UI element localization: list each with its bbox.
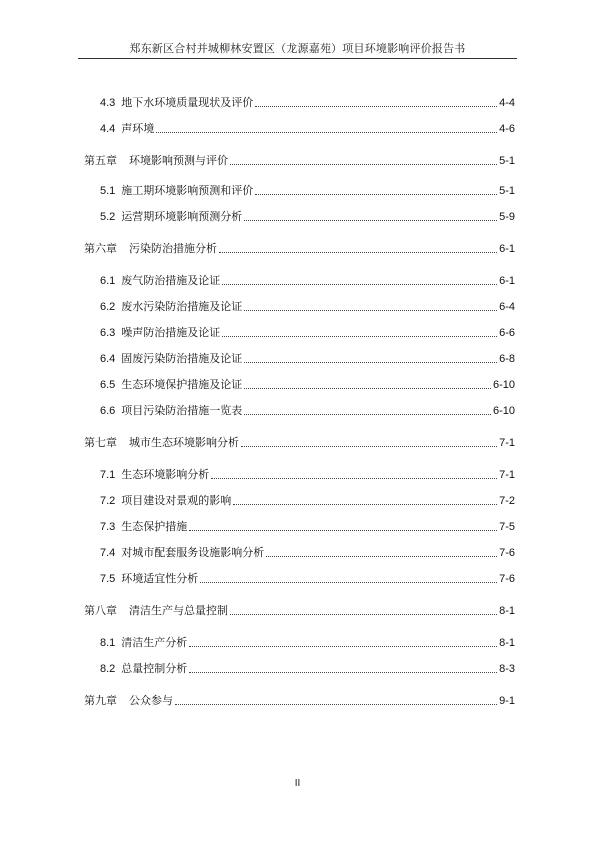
toc-leader-dots	[211, 478, 497, 479]
toc-entry-page: 8-1	[499, 637, 515, 649]
toc-entry-label: 污染防治措施分析	[129, 242, 217, 255]
toc-section-entry[interactable]	[100, 350, 515, 366]
toc-chapter-entry[interactable]	[84, 602, 515, 618]
toc-entry-page: 6-10	[492, 405, 515, 417]
page-number: II	[294, 778, 301, 789]
toc-entry-label: 清洁生产分析	[121, 636, 188, 649]
toc-entry-label: 生态环境影响分析	[121, 468, 210, 481]
toc-section-entry[interactable]	[100, 518, 515, 534]
toc-entry-page: 7-2	[499, 495, 515, 507]
toc-leader-dots	[230, 164, 497, 165]
toc-section-entry[interactable]	[100, 324, 515, 340]
toc-entry-page: 6-1	[499, 243, 515, 255]
toc-entry-label: 地下水环境质量现状及评价	[121, 96, 254, 109]
toc-entry-number: 4.3	[100, 97, 116, 109]
toc-entry-page: 6-8	[499, 353, 515, 365]
toc-entry-number: 7.2	[100, 495, 116, 507]
toc-leader-dots	[244, 310, 497, 311]
toc-entry-label: 城市生态环境影响分析	[129, 436, 239, 449]
toc-chapter-entry[interactable]	[84, 152, 515, 168]
toc-entry-label: 公众参与	[129, 694, 173, 707]
toc-entry-number: 7.5	[100, 573, 116, 585]
toc-entry-label: 环境影响预测与评价	[129, 154, 228, 167]
toc-entry-number: 8.2	[100, 663, 116, 675]
header-divider	[78, 58, 517, 59]
toc-entry-page: 4-4	[499, 97, 515, 109]
toc-leader-dots	[222, 284, 497, 285]
toc-section-entry[interactable]	[100, 402, 515, 418]
toc-entry-number: 4.4	[100, 123, 116, 135]
toc-entry-number: 7.1	[100, 469, 116, 481]
toc-entry-page: 4-6	[499, 123, 515, 135]
toc-section-entry[interactable]	[100, 376, 515, 392]
toc-entry-number: 8.1	[100, 637, 116, 649]
toc-leader-dots	[233, 504, 497, 505]
toc-entry-label: 项目建设对景观的影响	[121, 494, 232, 507]
toc-entry-label: 对城市配套服务设施影响分析	[121, 546, 265, 559]
toc-entry-label: 环境适宜性分析	[121, 572, 199, 585]
toc-chapter-entry[interactable]	[84, 692, 515, 708]
toc-leader-dots	[244, 388, 491, 389]
toc-entry-page: 6-6	[499, 327, 515, 339]
toc-entry-number: 5.2	[100, 211, 116, 223]
document-header-title: 郑东新区合村并城柳林安置区（龙源嘉苑）项目环境影响评价报告书	[129, 42, 466, 55]
toc-entry-page: 8-3	[499, 663, 515, 675]
toc-entry-page: 7-1	[499, 469, 515, 481]
toc-entry-number: 6.6	[100, 405, 116, 417]
toc-leader-dots	[230, 614, 497, 615]
toc-entry-number: 第八章	[84, 605, 117, 617]
toc-leader-dots	[255, 194, 497, 195]
toc-entry-label: 项目污染防治措施一览表	[121, 404, 243, 417]
toc-leader-dots	[241, 446, 497, 447]
toc-entry-page: 7-6	[499, 547, 515, 559]
toc-leader-dots	[244, 414, 491, 415]
toc-leader-dots	[156, 132, 497, 133]
toc-entry-number: 6.4	[100, 353, 116, 365]
toc-entry-number: 5.1	[100, 185, 116, 197]
toc-entry-page: 7-1	[499, 437, 515, 449]
toc-entry-label: 施工期环境影响预测和评价	[121, 184, 254, 197]
toc-entry-label: 声环境	[121, 122, 155, 135]
toc-entry-label: 废水污染防治措施及论证	[121, 300, 243, 313]
toc-leader-dots	[222, 336, 497, 337]
toc-entry-label: 生态保护措施	[121, 520, 188, 533]
toc-entry-label: 清洁生产与总量控制	[129, 604, 228, 617]
toc-entry-page: 5-1	[499, 155, 515, 167]
toc-leader-dots	[266, 556, 497, 557]
toc-entry-page: 9-1	[499, 695, 515, 707]
toc-entry-label: 废气防治措施及论证	[121, 274, 221, 287]
toc-entry-label: 噪声防治措施及论证	[121, 326, 221, 339]
toc-leader-dots	[255, 106, 497, 107]
toc-section-entry[interactable]	[100, 466, 515, 482]
toc-leader-dots	[200, 582, 497, 583]
toc-entry-number: 6.2	[100, 301, 116, 313]
toc-entry-page: 5-1	[499, 185, 515, 197]
toc-entry-label: 运营期环境影响预测分析	[121, 210, 243, 223]
toc-section-entry[interactable]	[100, 272, 515, 288]
toc-entry-number: 第五章	[84, 155, 117, 167]
toc-section-entry[interactable]	[100, 570, 515, 586]
toc-entry-number: 6.5	[100, 379, 116, 391]
toc-entry-number: 第七章	[84, 437, 117, 449]
toc-entry-page: 6-4	[499, 301, 515, 313]
toc-entry-label: 生态环境保护措施及论证	[121, 378, 243, 391]
toc-section-entry[interactable]	[100, 94, 515, 110]
toc-entry-page: 8-1	[499, 605, 515, 617]
toc-entry-number: 6.1	[100, 275, 116, 287]
toc-section-entry[interactable]	[100, 492, 515, 508]
toc-leader-dots	[244, 362, 497, 363]
toc-entry-label: 总量控制分析	[121, 662, 188, 675]
toc-section-entry[interactable]	[100, 182, 515, 198]
toc-entry-page: 7-6	[499, 573, 515, 585]
toc-leader-dots	[175, 704, 497, 705]
toc-leader-dots	[244, 220, 497, 221]
toc-entry-number: 6.3	[100, 327, 116, 339]
toc-entry-label: 固废污染防治措施及论证	[121, 352, 243, 365]
toc-leader-dots	[189, 530, 497, 531]
toc-chapter-entry[interactable]	[84, 434, 515, 450]
toc-leader-dots	[219, 252, 497, 253]
toc-entry-number: 第六章	[84, 243, 117, 255]
toc-section-entry[interactable]	[100, 660, 515, 676]
toc-leader-dots	[189, 646, 497, 647]
toc-entry-page: 7-5	[499, 521, 515, 533]
toc-chapter-entry[interactable]	[84, 240, 515, 256]
toc-section-entry[interactable]	[100, 544, 515, 560]
toc-entry-page: 6-1	[499, 275, 515, 287]
toc-section-entry[interactable]	[100, 120, 515, 136]
toc-entry-number: 第九章	[84, 695, 117, 707]
toc-entry-number: 7.3	[100, 521, 116, 533]
toc-section-entry[interactable]	[100, 298, 515, 314]
toc-section-entry[interactable]	[100, 634, 515, 650]
toc-entry-number: 7.4	[100, 547, 116, 559]
toc-leader-dots	[189, 672, 497, 673]
toc-entry-page: 5-9	[499, 211, 515, 223]
toc-section-entry[interactable]	[100, 208, 515, 224]
toc-entry-page: 6-10	[492, 379, 515, 391]
